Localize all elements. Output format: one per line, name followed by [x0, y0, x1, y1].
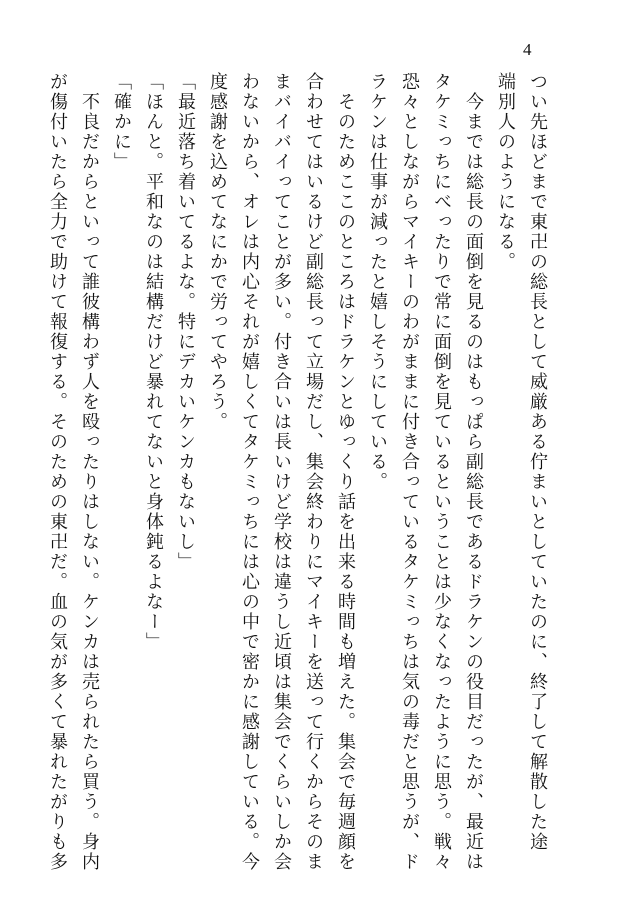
text-column: 合わせてはいるけど副総長って立場だし、集会終わりにマイキーを送って行くからそのま — [303, 72, 324, 872]
text-column: 「最近落ち着いてるよな。特にデカいケンカもないし」 — [175, 72, 196, 572]
text-column: 不良だからといって誰彼構わず人を殴ったりはしない。ケンカは売られたら買う。身内 — [79, 72, 100, 872]
text-column: わないから、オレは内心それが嬉しくてタケミっちには心の中で密かに感謝している。今 — [239, 72, 260, 872]
text-column: まバイバイってことが多い。付き合いは長いけど学校は違うし近頃は集会でくらいしか会 — [271, 72, 292, 872]
page-number: 4 — [523, 40, 532, 59]
text-column: 恐々としながらマイキーのわがままに付き合っているタケミっちは気の毒だと思うが、ド — [399, 72, 420, 872]
text-column: ラケンは仕事が減ったと嬉しそうにしている。 — [367, 72, 388, 492]
text-column: タケミっちにべったりで常に面倒を見ているということは少なくなったように思う。戦々 — [431, 72, 452, 872]
vertical-text-body — [47, 72, 550, 872]
text-column: そのためここのところはドラケンとゆっくり話を出来る時間も増えた。集会で毎週顔を — [335, 72, 356, 872]
text-column: 度感謝を込めてなにかで労ってやろう。 — [207, 72, 228, 432]
text-column: つい先ほどまで東卍の総長として威厳ある佇まいとしていたのに、終了して解散した途 — [527, 72, 548, 852]
text-column: が傷付いたら全力で助けて報復する。そのための東卍だ。血の気が多くて暴れたがりも多 — [47, 72, 68, 872]
text-column: 「確かに」 — [111, 72, 132, 172]
text-column: 「ほんと。平和なのは結構だけど暴れてないと身体鈍るよなー」 — [143, 72, 164, 652]
text-column: 今までは総長の面倒を見るのはもっぱら副総長であるドラケンの役目だったが、最近は — [463, 72, 484, 872]
text-column: 端別人のようになる。 — [495, 72, 516, 272]
